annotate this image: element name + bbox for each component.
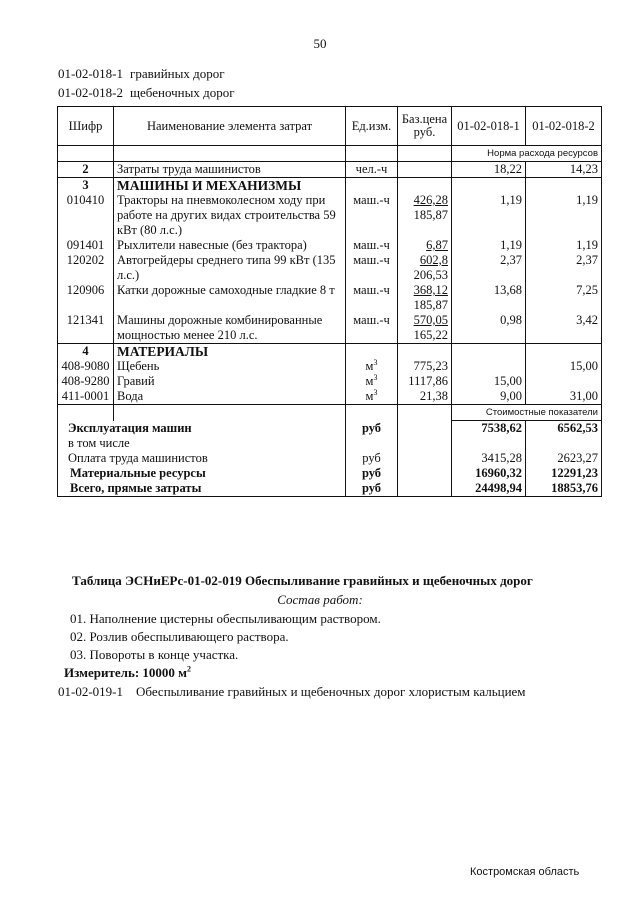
summary-value-2: 12291,23: [526, 466, 602, 481]
section-title: МАШИНЫ И МЕХАНИЗМЫ: [114, 178, 346, 194]
summary-name: Материальные ресурсы: [58, 466, 346, 481]
row-value-2: 1,19: [526, 238, 602, 253]
norm-caption: Норма расхода ресурсов: [452, 146, 602, 162]
unit-sup: 3: [373, 357, 378, 367]
summary-row: [58, 436, 602, 451]
summary-value-1: 3415,28: [452, 451, 526, 466]
header-text: гравийных дорог: [130, 66, 225, 81]
row-value-1: 13,68: [452, 283, 526, 313]
row-price: 426,28: [413, 193, 448, 207]
section-row-materials: [58, 344, 602, 360]
row-unit-cell: [346, 389, 398, 405]
row-value-2: 3,42: [526, 313, 602, 344]
composition-label: Состав работ:: [277, 592, 363, 607]
measure-sup: 2: [187, 664, 192, 674]
row-code: 408-9280: [58, 374, 114, 389]
row-price: 21,38: [398, 389, 452, 405]
row-name: Тракторы на пневмоколесном ходу при работе на других видах строительства 59 кВт (80 л.с.): [114, 193, 346, 238]
row-value-1: 0,98: [452, 313, 526, 344]
col-header-code: Шифр: [58, 107, 114, 146]
measure-label: Измеритель: 10000 м: [64, 665, 188, 680]
row-price-cell: [398, 238, 452, 253]
row-code: 010410: [58, 193, 114, 238]
row-value-1: 9,00: [452, 389, 526, 405]
summary-value-1: 7538,62: [452, 421, 526, 437]
row-unit: маш.-ч: [346, 313, 398, 344]
row-price-cell: [398, 193, 452, 238]
cost-caption: Стоимостные показатели: [452, 405, 602, 421]
footer-region: Костромская область: [470, 866, 580, 878]
row-unit: маш.-ч: [346, 253, 398, 283]
operation-item: 03. Повороты в конце участка.: [70, 647, 239, 662]
table-row: [58, 313, 602, 344]
row-value-1: [452, 359, 526, 374]
row-unit: маш.-ч: [346, 193, 398, 238]
row-code: 120202: [58, 253, 114, 283]
row-value-2: 15,00: [526, 359, 602, 374]
row-price-salary: 206,53: [413, 268, 448, 282]
item-19-1: [58, 684, 526, 700]
row-price-cell: [398, 283, 452, 313]
header-line-2: [58, 85, 235, 101]
summary-value-1: 24498,94: [452, 481, 526, 497]
table-body: [58, 146, 602, 497]
row-price: 6,87: [426, 238, 448, 252]
row-name: Машины дорожные комбинированные мощностью менее 210 л.с.: [114, 313, 346, 344]
col-header-name: Наименование элемента затрат: [114, 107, 346, 146]
operation-item: 02. Розлив обеспыливающего раствора.: [70, 629, 289, 644]
row-code: 411-0001: [58, 389, 114, 405]
header-code: 01-02-018-1: [58, 66, 123, 81]
table-19-code: ЭСНиЕРс-01-02-019: [125, 573, 242, 588]
summary-name: Оплата труда машинистов: [58, 451, 346, 466]
row-code: 408-9080: [58, 359, 114, 374]
unit-sup: 3: [373, 387, 378, 397]
summary-row: [58, 421, 602, 437]
table-19-heading: [72, 573, 533, 589]
row-price-cell: [398, 253, 452, 283]
summary-unit: руб: [346, 421, 398, 437]
row-price-salary: 185,87: [413, 298, 448, 312]
summary-name: в том числе: [58, 436, 346, 451]
row-unit-cell: [346, 374, 398, 389]
page-number: 50: [313, 36, 327, 51]
row-price: 775,23: [398, 359, 452, 374]
summary-name: Всего, прямые затраты: [58, 481, 346, 497]
row-unit-cell: [346, 359, 398, 374]
row-value-1: 1,19: [452, 238, 526, 253]
summary-name: Эксплуатация машин: [58, 421, 346, 437]
resource-table: [57, 106, 602, 497]
row-value-2: [526, 374, 602, 389]
row-code: 121341: [58, 313, 114, 344]
row-unit: м: [365, 359, 374, 373]
table-19-prefix: Таблица: [72, 573, 122, 588]
row-unit: чел.-ч: [346, 162, 398, 178]
table-row: [58, 253, 602, 283]
row-unit: маш.-ч: [346, 283, 398, 313]
row-code: 120906: [58, 283, 114, 313]
row-value-1: 15,00: [452, 374, 526, 389]
summary-row: [58, 451, 602, 466]
row-value-2: 7,25: [526, 283, 602, 313]
unit-sup: 3: [373, 372, 378, 382]
row-name: Рыхлители навесные (без трактора): [114, 238, 346, 253]
summary-value-2: [526, 436, 602, 451]
row-price-salary: 185,87: [413, 208, 448, 222]
row-value-2: 31,00: [526, 389, 602, 405]
row-unit: маш.-ч: [346, 238, 398, 253]
table-row: [58, 283, 602, 313]
row-value-1: 18,22: [452, 162, 526, 178]
row-unit: м: [365, 389, 374, 403]
row-price: 602,8: [419, 253, 448, 267]
table-row: [58, 374, 602, 389]
measure-line: [64, 665, 191, 681]
row-value-1: 2,37: [452, 253, 526, 283]
header-code: 01-02-018-2: [58, 85, 123, 100]
item-text: Обеспыливание гравийных и щебеночных дорог хлористым кальцием: [136, 684, 526, 699]
summary-value-2: 2623,27: [526, 451, 602, 466]
col-header-018-1: 01-02-018-1: [452, 107, 526, 146]
summary-unit: руб: [346, 481, 398, 497]
table-row-labor: [58, 162, 602, 178]
row-price: 570,05: [413, 313, 448, 327]
row-price: 1117,86: [398, 374, 452, 389]
row-name: Автогрейдеры среднего типа 99 кВт (135 л.с.): [114, 253, 346, 283]
summary-unit: руб: [346, 451, 398, 466]
row-num: 2: [58, 162, 114, 178]
row-value-2: 14,23: [526, 162, 602, 178]
row-price-salary: 165,22: [413, 328, 448, 342]
summary-unit: руб: [346, 466, 398, 481]
row-price-cell: [398, 313, 452, 344]
table-row: [58, 359, 602, 374]
row-name: Вода: [114, 389, 346, 405]
row-value-1: 1,19: [452, 193, 526, 238]
row-name: Щебень: [114, 359, 346, 374]
row-code: 091401: [58, 238, 114, 253]
item-code: 01-02-019-1: [58, 684, 123, 699]
col-header-unit: Ед.изм.: [346, 107, 398, 146]
summary-value-2: 6562,53: [526, 421, 602, 437]
row-value-2: 1,19: [526, 193, 602, 238]
norm-caption-row: [58, 146, 602, 162]
table-19-title: Обеспыливание гравийных и щебеночных дорог: [245, 573, 533, 588]
row-name: Затраты труда машинистов: [114, 162, 346, 178]
summary-value-1: [452, 436, 526, 451]
table-row: [58, 238, 602, 253]
operation-item: 01. Наполнение цистерны обеспыливающим раствором.: [70, 611, 381, 626]
table-header-row: [58, 107, 602, 146]
cost-caption-row: [58, 405, 602, 421]
header-line-1: [58, 66, 225, 82]
summary-value-2: 18853,76: [526, 481, 602, 497]
summary-value-1: 16960,32: [452, 466, 526, 481]
section-title: МАТЕРИАЛЫ: [114, 344, 346, 360]
summary-row: [58, 481, 602, 497]
section-row-machines: [58, 178, 602, 194]
col-header-018-2: 01-02-018-2: [526, 107, 602, 146]
col-header-price: Баз.цена руб.: [398, 107, 452, 146]
row-value-2: 2,37: [526, 253, 602, 283]
header-text: щебеночных дорог: [130, 85, 235, 100]
table-row: [58, 389, 602, 405]
row-unit: м: [365, 374, 374, 388]
summary-unit: [346, 436, 398, 451]
section-num: 3: [58, 178, 114, 194]
row-name: Катки дорожные самоходные гладкие 8 т: [114, 283, 346, 313]
summary-row: [58, 466, 602, 481]
row-price: 368,12: [413, 283, 448, 297]
section-num: 4: [58, 344, 114, 360]
table-row: [58, 193, 602, 238]
row-name: Гравий: [114, 374, 346, 389]
